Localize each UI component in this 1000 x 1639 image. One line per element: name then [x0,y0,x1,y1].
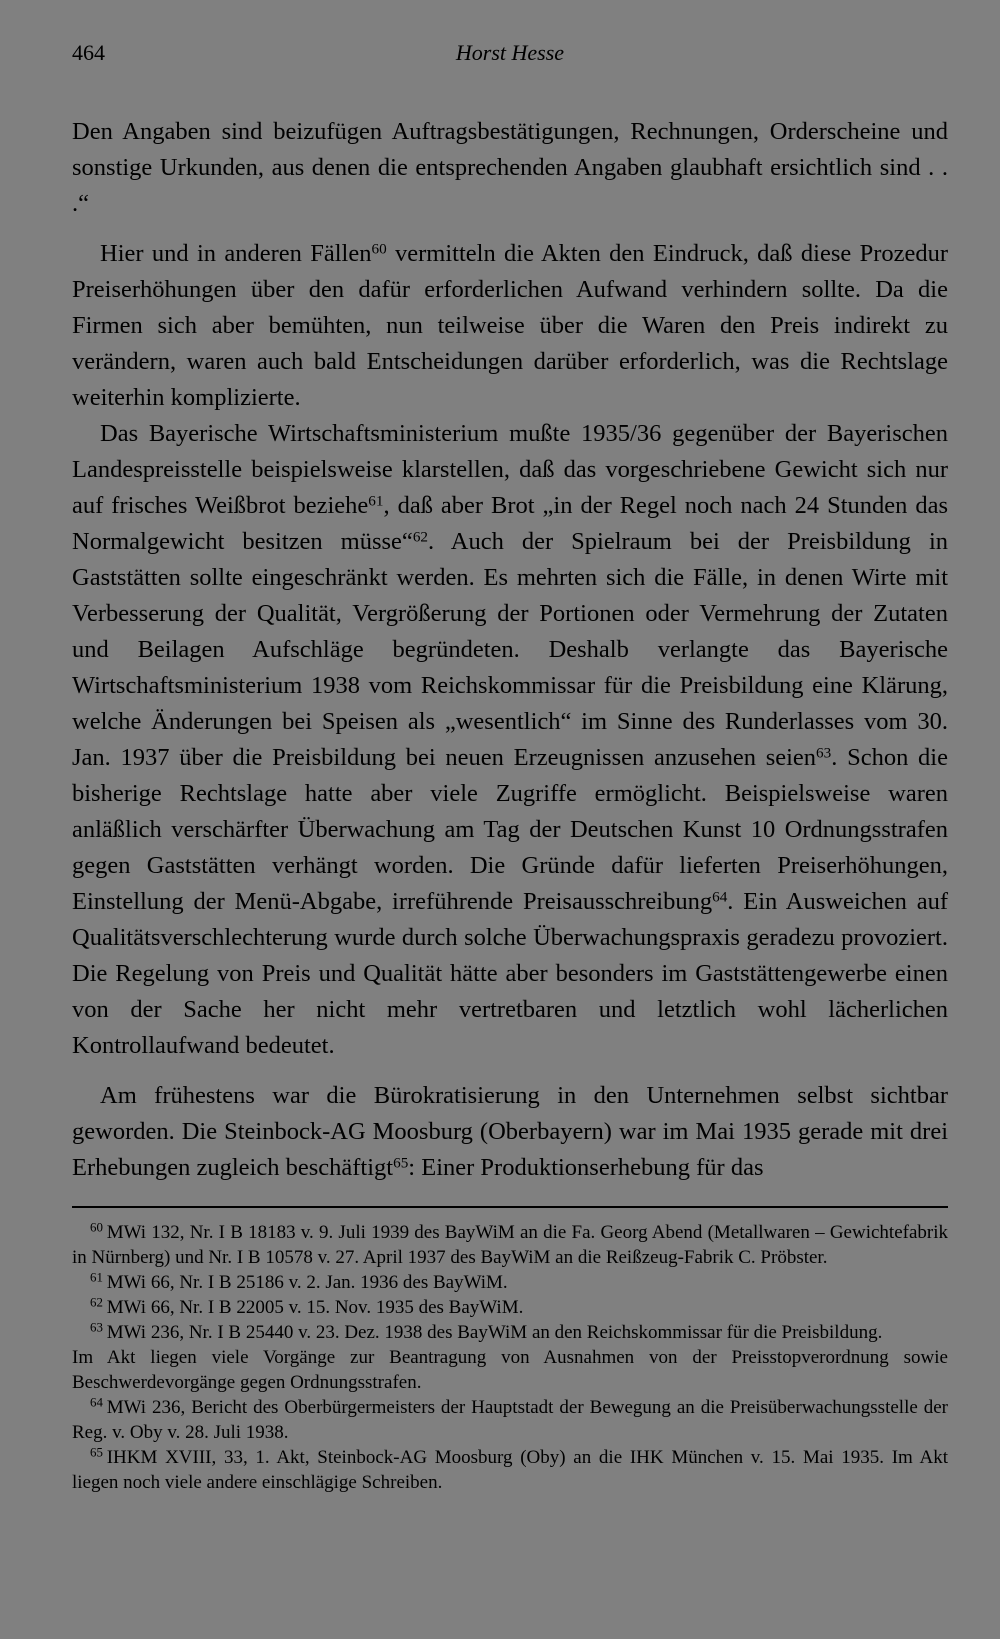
footnote-number: 62 [90,1294,103,1310]
paragraph-text: Das Bayerische Wirtschaftsministerium mußte 1935/36 gegenüber der Bayerischen Landespreisstelle beispielsweise klarstellen, daß das vorgeschriebene Gewicht sich nur auf frisches Weißbrot beziehe [72,420,948,519]
footnote-64 [72,1395,948,1445]
footnote-text: MWi 236, Nr. I B 25440 v. 23. Dez. 1938 des BayWiM an den Reichskommissar für die Preisbildung. [106,1322,883,1343]
paragraph [72,236,948,416]
footnote-63 [72,1320,948,1345]
footnote-text: MWi 66, Nr. I B 22005 v. 15. Nov. 1935 des BayWiM. [106,1297,524,1318]
book-page [72,40,948,1495]
footnote-63-note [72,1345,948,1395]
paragraph-text: Den Angaben sind beizufügen Auftragsbestätigungen, Rechnungen, Orderscheine und sonstige Urkunden, aus denen die entsprechenden Angaben glaubhaft ersichtlich sind . . .“ [72,118,948,217]
paragraph-text: Am frühestens war die Bürokratisierung in den Unternehmen selbst sichtbar geworden. Die Steinbock-AG Moosburg (Oberbayern) war im Mai 1935 gerade mit drei Erhebungen zugleich beschäftigt [72,1082,948,1181]
footnote-65 [72,1445,948,1495]
page-number: 464 [72,40,105,65]
paragraph-text: vermitteln die Akten den Eindruck, daß diese Prozedur Preiserhöhungen über den dafür erforderlichen Aufwand verhindern sollte. Da die Firmen sich aber bemühten, nun teilweise über die Waren den Preis indirekt zu verändern, waren auch bald Entscheidungen darüber erforderlich, was die Rechtslage weiterhin komplizierte. [72,240,949,411]
running-head [72,40,948,82]
footnote-ref-60: 60 [371,240,387,258]
footnote-number: 61 [90,1269,103,1285]
footnote-text: MWi 132, Nr. I B 18183 v. 9. Juli 1939 des BayWiM an die Fa. Georg Abend (Metallwaren – Gewichtefabrik in Nürnberg) und Nr. I B 10578 v. 27. April 1937 des BayWiM an die Reißzeug-Fabrik C. Pröbster. [72,1222,948,1268]
footnote-ref-64: 64 [712,888,728,906]
paragraph-text: , daß aber Brot „in der Regel noch nach 24 Stunden das Normalgewicht besitzen müsse“ [72,492,948,555]
footnote-ref-62: 62 [412,528,428,546]
footnote-ref-63: 63 [816,744,832,762]
paragraph [72,416,948,1064]
footnote-number: 63 [90,1319,103,1335]
footnote-62 [72,1295,948,1320]
paragraph-text: . Ein Ausweichen auf Qualitätsverschlechterung wurde durch solche Überwachungspraxis geradezu provoziert. Die Regelung von Preis und Qualität hätte aber besonders im Gaststättengewerbe einen von der Sache her nicht mehr vertretbaren und letztlich wohl lächerlichen Kontrollaufwand bedeutet. [72,888,948,1059]
footnote-text: IHKM XVIII, 33, 1. Akt, Steinbock-AG Moosburg (Oby) an die IHK München v. 15. Mai 1935. Im Akt liegen noch viele andere einschlägige Schreiben. [72,1447,948,1493]
footnote-61 [72,1270,948,1295]
footnote-60 [72,1220,948,1270]
footnote-text: Im Akt liegen viele Vorgänge zur Beantragung von Ausnahmen von der Preisstopverordnung sowie Beschwerdevorgänge gegen Ordnungsstrafen. [72,1347,948,1393]
footnote-number: 65 [90,1444,103,1460]
footnote-number: 60 [90,1219,103,1235]
footnote-ref-61: 61 [368,492,384,510]
paragraph-text: Hier und in anderen Fällen [100,240,372,267]
paragraph-quote-end [72,114,948,222]
footnote-text: MWi 236, Bericht des Oberbürgermeisters der Hauptstadt der Bewegung an die Preisüberwachungsstelle der Reg. v. Oby v. 28. Juli 1938. [72,1397,948,1443]
footnote-number: 64 [90,1394,103,1410]
footnote-rule [72,1206,948,1208]
footnote-ref-65: 65 [393,1154,409,1172]
footnote-text: MWi 66, Nr. I B 25186 v. 2. Jan. 1936 des BayWiM. [106,1272,508,1293]
paragraph-text: : Einer Produktionserhebung für das [408,1154,764,1181]
paragraph-text: . Schon die bisherige Rechtslage hatte aber viele Zugriffe ermöglicht. Beispielsweise waren anläßlich verschärfter Überwachung am Tag der Deutschen Kunst 10 Ordnungsstrafen gegen Gaststätten verhängt worden. Die Gründe dafür lieferten Preiserhöhungen, Einstellung der Menü-Abgabe, irreführende Preisausschreibung [72,744,948,915]
running-title: Horst Hesse [455,40,565,65]
footnotes [72,1220,948,1495]
body-text [72,114,948,1186]
paragraph [72,1078,948,1186]
paragraph-text: . Auch der Spielraum bei der Preisbildung in Gaststätten sollte eingeschränkt werden. Es mehrten sich die Fälle, in denen Wirte mit Verbesserung der Qualität, Vergrößerung der Portionen oder Vermehrung der Zutaten und Beilagen Aufschläge begründeten. Deshalb verlangte das Bayerische Wirtschaftsministerium 1938 vom Reichskommissar für die Preisbildung eine Klärung, welche Änderungen bei Speisen als „wesentlich“ im Sinne des Runderlasses vom 30. Jan. 1937 über die Preisbildung bei neuen Erzeugnissen anzusehen seien [72,528,948,771]
